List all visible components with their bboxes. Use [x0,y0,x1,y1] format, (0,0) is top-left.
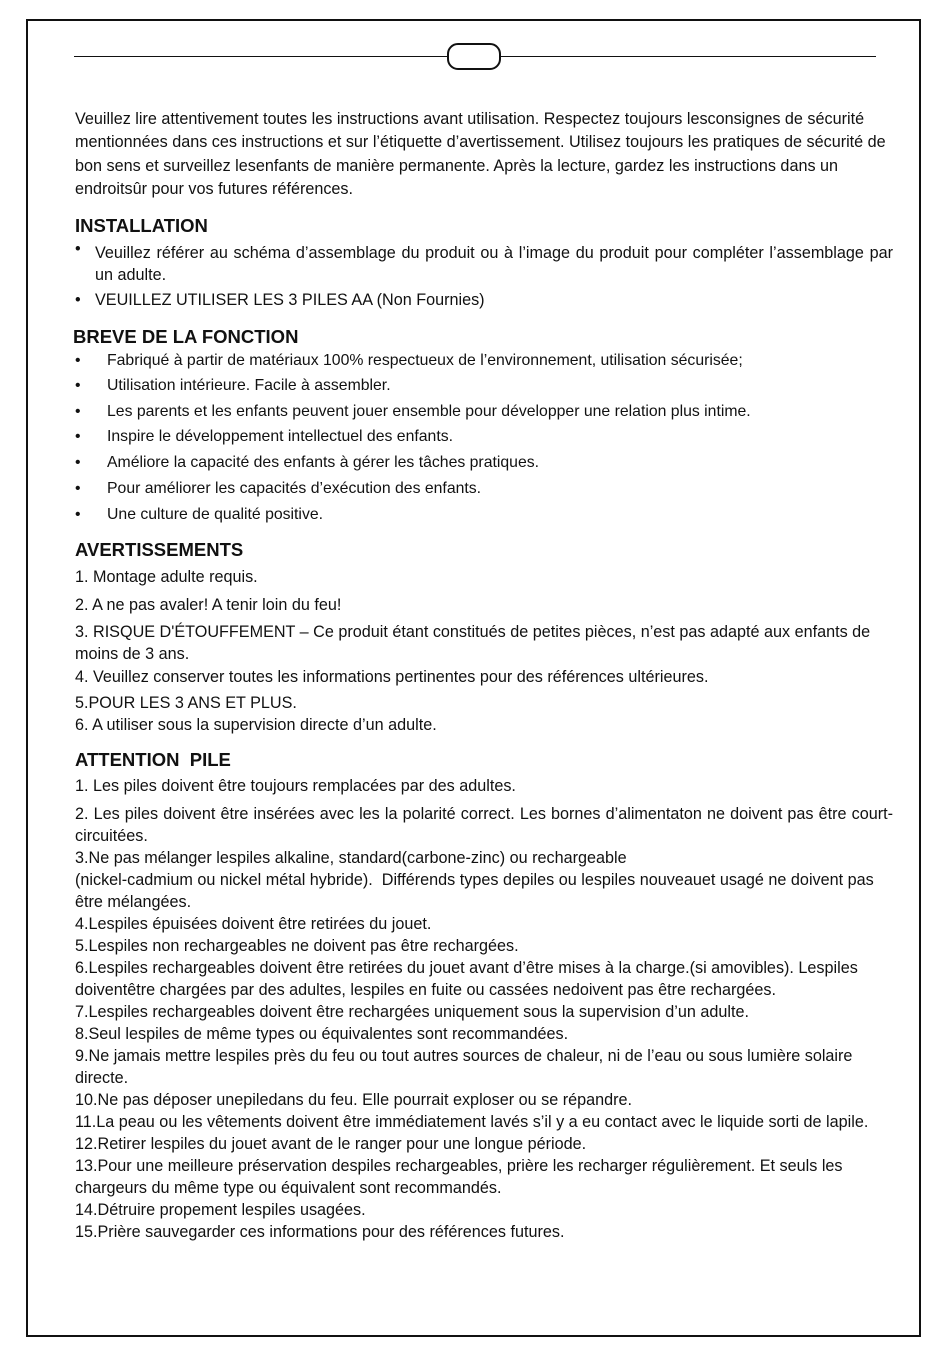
list-item: • Utilisation intérieure. Facile à assembler. [75,375,893,397]
list-item: • Les parents et les enfants peuvent jouer ensemble pour développer une relation plus intime. [75,401,893,423]
bullet: • [75,454,81,472]
list-item: • Veuillez référer au schéma d’assemblage du produit ou à l’image du produit pour compléter l’assemblage par un adulte. [75,240,893,285]
list-item: (nickel-cadmium ou nickel métal hybride). Différends types depiles ou lespiles nouveauet usagé ne doivent pas être mélangées. [75,871,879,912]
list-item: 6. A utiliser sous la supervision directe d’un adulte. [75,716,437,735]
section-title-fonction: BREVE DE LA FONCTION [73,326,299,348]
list-item: • Pour améliorer les capacités d’exécution des enfants. [75,478,893,500]
list-item: 1. Les piles doivent être toujours remplacées par des adultes. [75,777,516,796]
bullet: • [75,377,81,395]
section-title-pile: ATTENTION PILE [75,749,231,771]
section-title-installation: INSTALLATION [75,215,208,237]
list-item: 6.Lespiles rechargeables doivent être retirées du jouet avant d’être mises à la charge.(si amovibles). Lespiles doiventêtre chargées par des adultes, lespiles en fuite ou cassées nedoivent pas être rechargées. [75,959,858,1000]
list-item: 5.POUR LES 3 ANS ET PLUS. [75,694,297,713]
list-item: • Fabriqué à partir de matériaux 100% respectueux de l’environnement, utilisation sécurisée; [75,350,893,372]
list-item: 9.Ne jamais mettre lespiles près du feu ou tout autres sources de chaleur, ni de l’eau ou sous lumière solaire directe. [75,1047,853,1088]
list-item: 11.La peau ou les vêtements doivent être immédiatement lavés s’il y a eu contact avec le liquide sorti de lapile. [75,1113,869,1132]
list-item: 4.Lespiles épuisées doivent être retirées du jouet. [75,915,432,934]
list-item: 15.Prière sauvegarder ces informations pour des références futures. [75,1223,565,1242]
document-body [75,108,893,1243]
list-item: 7.Lespiles rechargeables doivent être rechargées uniquement sous la supervision d’un adulte. [75,1003,750,1022]
bullet: • [75,480,81,498]
header-rule-left [74,56,448,57]
list-item: 2. A ne pas avaler! A tenir loin du feu! [75,596,342,615]
intro-paragraph: Veuillez lire attentivement toutes les instructions avant utilisation. Respectez toujours lesconsignes de sécurité mentionnées dans ces instructions et sur l’étiquette d’avertissement. Utilisez toujours les pratiques de sécurité de bon sens et surveillez lesenfants de manière permanente. Après la lecture, gardez les instructions dans un endroitsûr pour vos futures références. [75,110,886,198]
list-item: 3. RISQUE D'ÉTOUFFEMENT – Ce produit étant constitués de petites pièces, n’est pas adapté aux enfants de moins de 3 ans. [75,623,871,664]
page-number-box [447,43,501,70]
list-item: 13.Pour une meilleure préservation despiles rechargeables, prière les recharger régulièrement. Et seuls les chargeurs du même type ou équivalent sont recommandés. [75,1157,843,1198]
bullet: • [75,506,81,524]
list-item: 14.Détruire propement lespiles usagées. [75,1201,366,1220]
list-item: • Améliore la capacité des enfants à gérer les tâches pratiques. [75,452,893,474]
bullet: • [75,428,81,446]
list-item: 4. Veuillez conserver toutes les informations pertinentes pour des références ultérieures. [75,668,709,687]
header-rule-right [500,56,876,57]
list-item: 12.Retirer lespiles du jouet avant de le ranger pour une longue période. [75,1135,587,1154]
list-item: 2. Les piles doivent être insérées avec les la polarité correct. Les bornes d’alimentaton ne doivent pas être court-circuitées. [75,805,893,846]
list-item: 5.Lespiles non rechargeables ne doivent pas être rechargées. [75,937,519,956]
bullet: • [75,240,81,259]
list-item: 10.Ne pas déposer unepiledans du feu. Elle pourrait exploser ou se répandre. [75,1091,633,1110]
list-item: 8.Seul lespiles de même types ou équivalentes sont recommandées. [75,1025,569,1044]
list-item: 1. Montage adulte requis. [75,568,258,587]
list-item: • Inspire le développement intellectuel des enfants. [75,426,893,448]
list-item: • VEUILLEZ UTILISER LES 3 PILES AA (Non Fournies) [75,291,485,310]
list-item: • Une culture de qualité positive. [75,504,893,526]
bullet: • [75,291,81,310]
bullet: • [75,352,81,370]
section-title-avertissements: AVERTISSEMENTS [75,539,244,561]
bullet: • [75,403,81,421]
list-item: 3.Ne pas mélanger lespiles alkaline, standard(carbone-zinc) ou rechargeable [75,849,627,868]
